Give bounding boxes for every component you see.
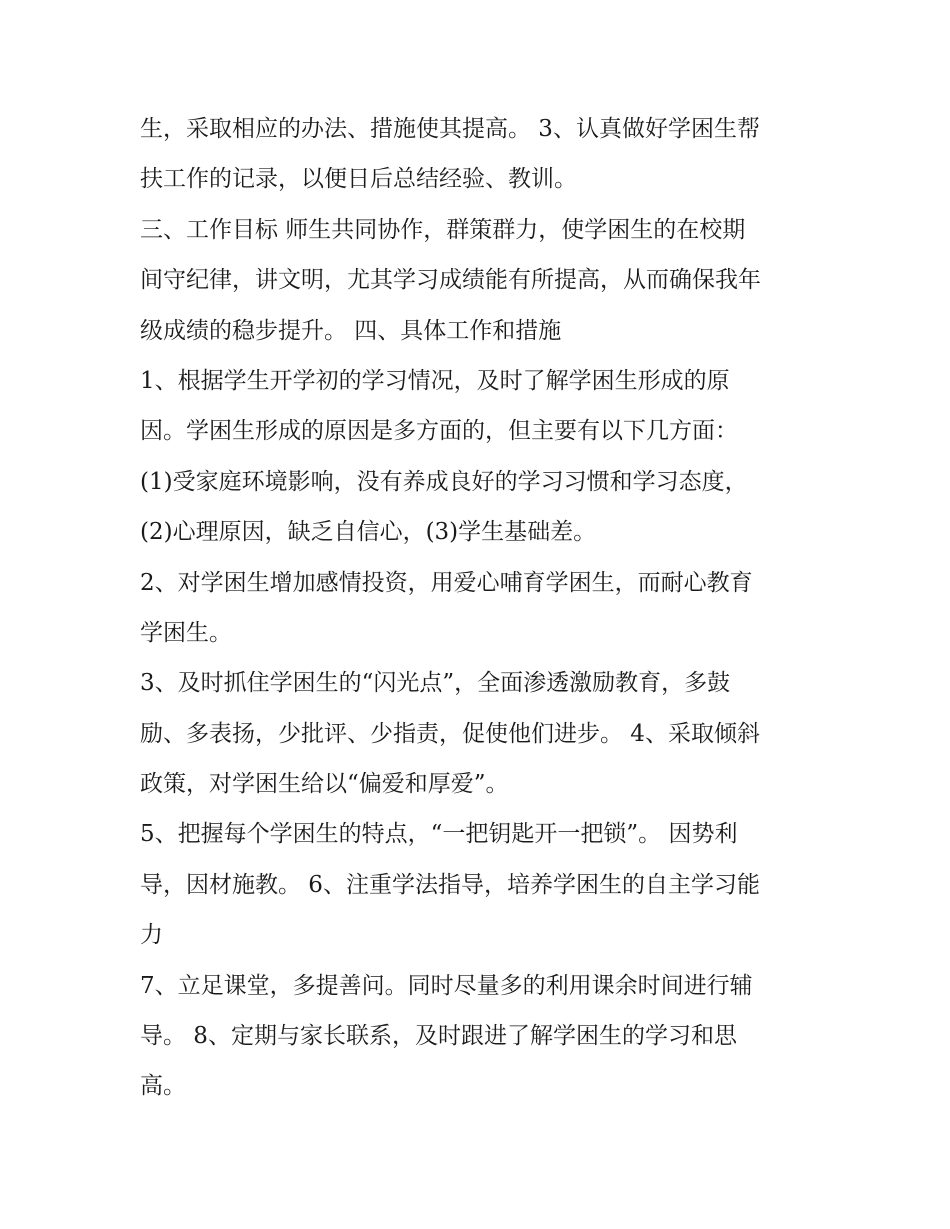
text-line: 高。 xyxy=(140,1073,186,1100)
text-line: 励、多表扬，少批评、少指责，促使他们进步。 4、采取倾斜 xyxy=(140,720,760,747)
text-line: 1、根据学生开学初的学习情况，及时了解学困生形成的原 xyxy=(140,367,730,394)
text-line: 3、及时抓住学困生的“闪光点”，全面渗透激励教育，多鼓 xyxy=(140,670,731,697)
text-line: 间守纪律，讲文明，尤其学习成绩能有所提高，从而确保我年 xyxy=(140,267,761,294)
text-line: 政策，对学困生给以“偏爱和厚爱”。 xyxy=(140,771,509,798)
text-line: 学困生。 xyxy=(140,619,232,646)
text-line: 力 xyxy=(140,922,163,949)
text-line: 5、把握每个学困生的特点，“一把钥匙开一把锁”。 因势利 xyxy=(140,821,738,848)
text-line: 2、对学困生增加感情投资，用爱心哺育学困生，而耐心教育 xyxy=(140,569,753,596)
text-line: 导，因材施教。 6、注重学法指导，培养学困生的自主学习能 xyxy=(140,871,760,898)
text-line: 因。学困生形成的原因是多方面的，但主要有以下几方面： xyxy=(140,418,738,445)
text-line: (2)心理原因，缺乏自信心，(3)学生基础差。 xyxy=(140,519,597,546)
document-body xyxy=(140,104,830,1112)
text-line: 7、立足课堂，多提善问。同时尽量多的利用课余时间进行辅 xyxy=(140,972,753,999)
text-line: 扶工作的记录，以便日后总结经验、教训。 xyxy=(140,166,577,193)
text-line: 导。 8、定期与家长联系，及时跟进了解学困生的学习和思 xyxy=(140,1023,737,1050)
text-line: 生，采取相应的办法、措施使其提高。 3、认真做好学困生帮 xyxy=(140,116,760,142)
text-line: (1)受家庭环境影响，没有养成良好的学习习惯和学习态度， xyxy=(140,468,748,495)
text-line: 三、工作目标 师生共同协作，群策群力，使学困生的在校期 xyxy=(140,216,746,243)
text-line: 级成绩的稳步提升。 四、具体工作和措施 xyxy=(140,317,562,344)
